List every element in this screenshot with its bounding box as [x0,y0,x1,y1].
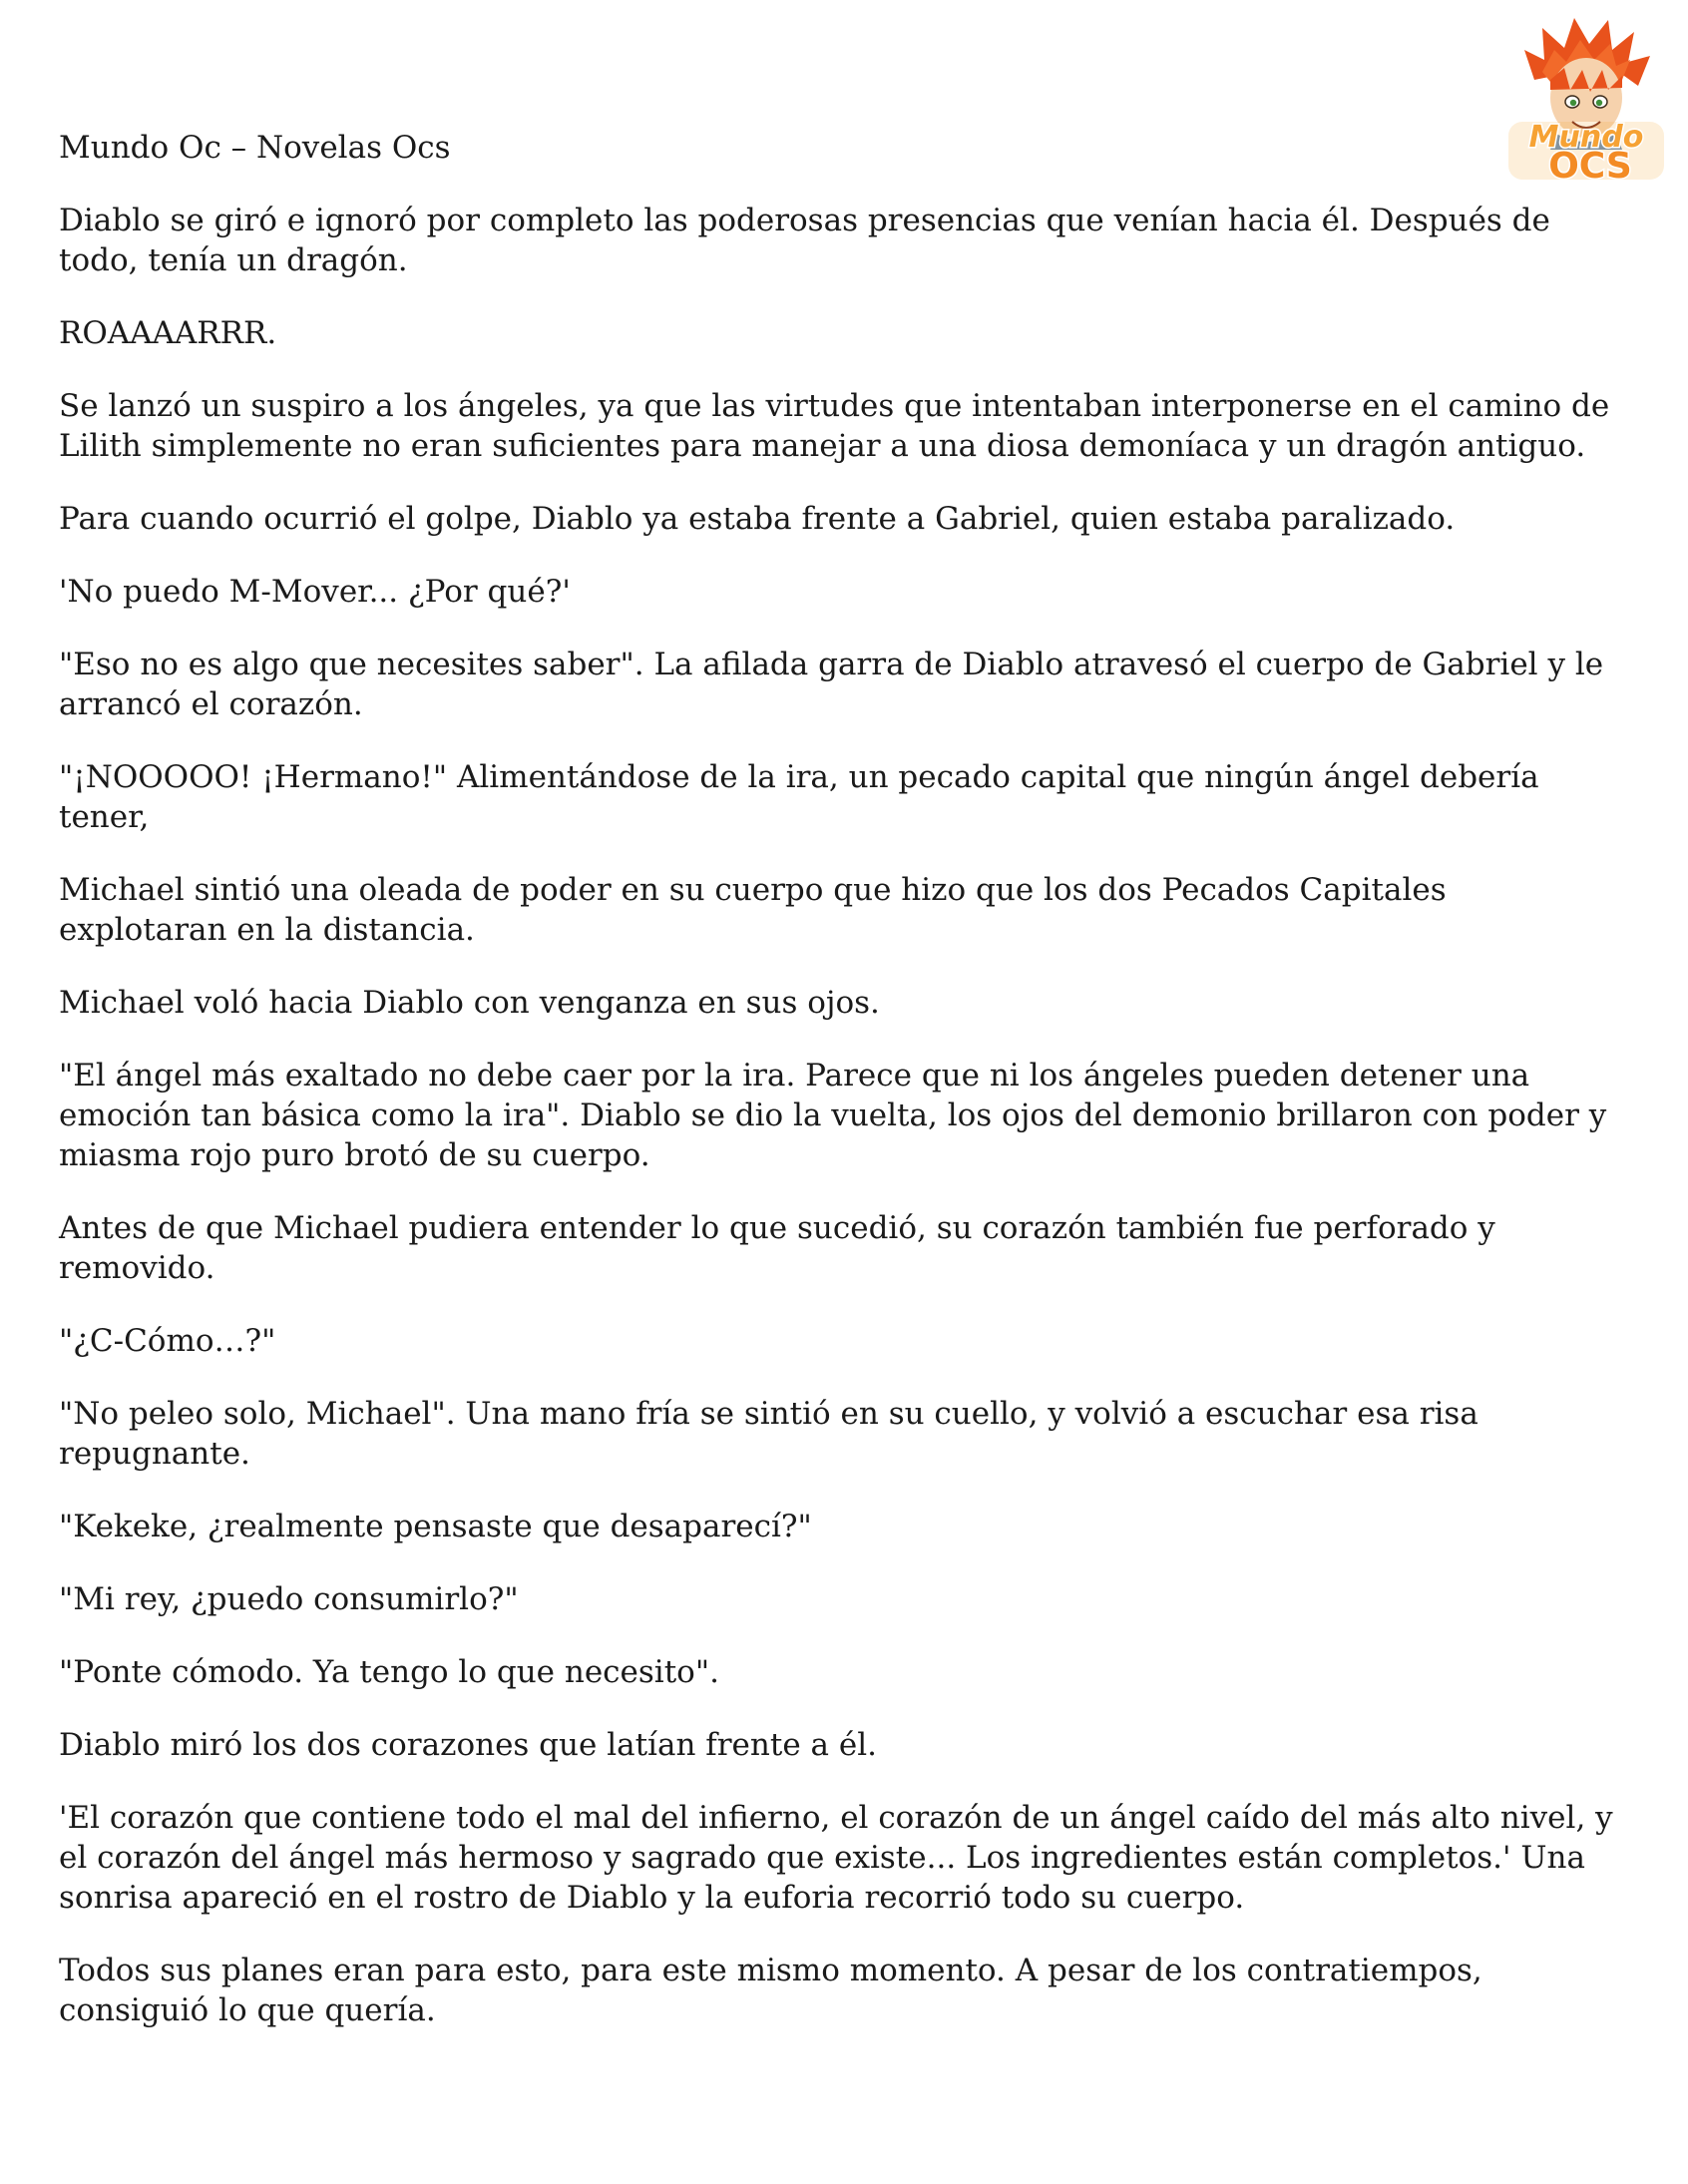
paragraph: Antes de que Michael pudiera entender lo que sucedió, su corazón también fue perforado y removido. [59,1210,1495,1286]
paragraph: Diablo se giró e ignoró por completo las poderosas presencias que venían hacia él. Después de todo, tenía un dragón. [59,203,1550,278]
paragraph: "Eso no es algo que necesites saber". La afilada garra de Diablo atravesó el cuerpo de Gabriel y le arrancó el corazón. [59,647,1604,722]
paragraph: Todos sus planes eran para esto, para este mismo momento. A pesar de los contratiempos, consiguió lo que quería. [59,1953,1482,2028]
paragraph: Se lanzó un suspiro a los ángeles, ya que las virtudes que intentaban interponerse en el camino de Lilith simplemente no eran suficientes para manejar a una diosa demoníaca y un dragón antiguo. [59,388,1610,464]
paragraph: "Ponte cómodo. Ya tengo lo que necesito". [59,1654,719,1690]
svg-text:OCS: OCS [1548,146,1632,185]
paragraph: "No peleo solo, Michael". Una mano fría se sintió en su cuello, y volvió a escuchar esa risa repugnante. [59,1396,1478,1472]
paragraph: "Kekeke, ¿realmente pensaste que desaparecí?" [59,1509,812,1544]
paragraph: Para cuando ocurrió el golpe, Diablo ya estaba frente a Gabriel, quien estaba paralizado. [59,501,1456,537]
paragraph: 'No puedo M-Mover... ¿Por qué?' [59,574,571,610]
paragraph: "¿C-Cómo…?" [59,1323,276,1359]
paragraph: ROAAAARRR. [59,315,277,351]
document-header: Mundo Oc – Novelas Ocs [59,130,451,166]
paragraph: Michael sintió una oleada de poder en su cuerpo que hizo que los dos Pecados Capitales explotaran en la distancia. [59,872,1447,948]
paragraph: "Mi rey, ¿puedo consumirlo?" [59,1581,519,1617]
paragraph: "¡NOOOOO! ¡Hermano!" Alimentándose de la ira, un pecado capital que ningún ángel debería tener, [59,759,1539,835]
paragraph: 'El corazón que contiene todo el mal del infierno, el corazón de un ángel caído del más alto nivel, y el corazón del ángel más hermoso y sagrado que existe... Los ingredientes están completos.' Una sonrisa apareció en el rostro de Diablo y la euforia recorrió todo su cuerpo. [59,1800,1613,1916]
paragraph: "El ángel más exaltado no debe caer por la ira. Parece que ni los ángeles pueden detener una emoción tan básica como la ira". Diablo se dio la vuelta, los ojos del demonio brillaron con poder y miasma rojo puro brotó de su cuerpo. [59,1058,1607,1173]
paragraph: Michael voló hacia Diablo con venganza en sus ojos. [59,985,880,1021]
svg-text:Mundo: Mundo [1528,120,1644,155]
document-body [59,128,1615,2063]
paragraph: Diablo miró los dos corazones que latían frente a él. [59,1727,877,1763]
